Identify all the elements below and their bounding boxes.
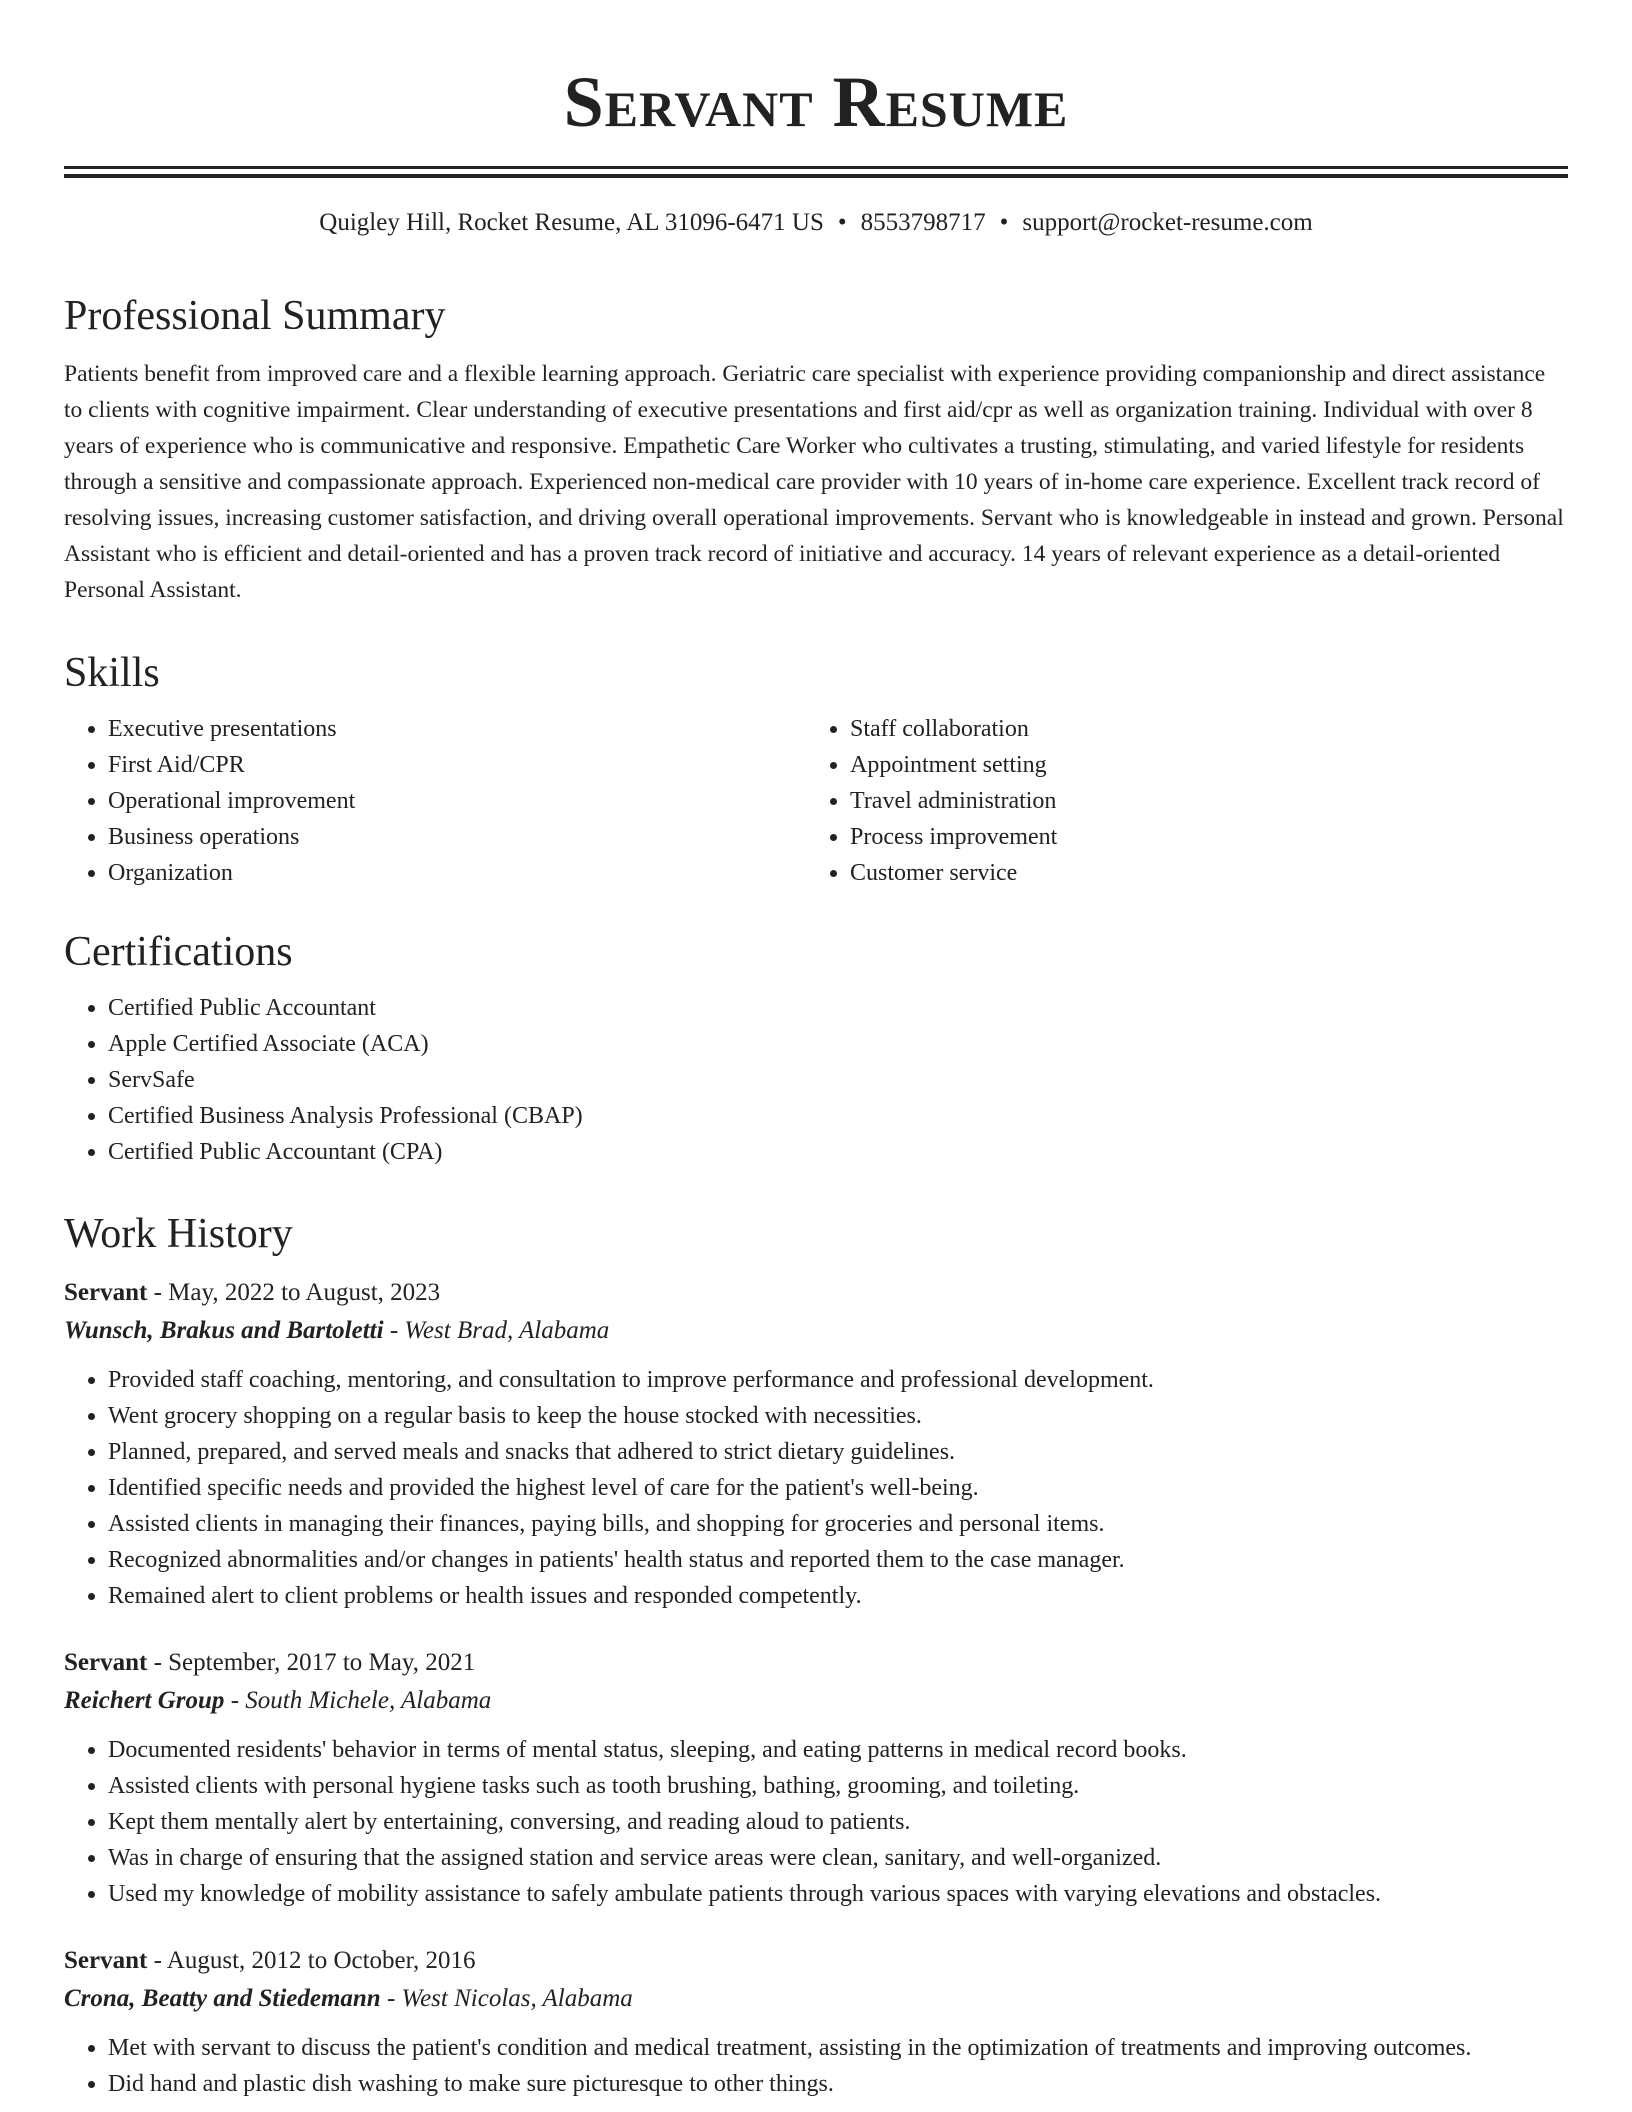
job-title-line [64, 1644, 1568, 1682]
contact-email: support@rocket-resume.com [1022, 209, 1313, 236]
job-entry [64, 1274, 1568, 1614]
skill-item: • Appointment setting [850, 747, 1548, 783]
company-name: Reichert Group [64, 1687, 225, 1714]
job-bullet: • Recognized abnormalities and/or changes in patients' health status and reported them to the case manager. [108, 1542, 1568, 1578]
summary-heading: Professional Summary [64, 293, 446, 339]
work-history-heading: Work History [64, 1211, 293, 1257]
job-title-line [64, 1942, 1568, 1980]
job-bullet: • Assisted clients in managing their finances, paying bills, and shopping for groceries and personal items. [108, 1506, 1568, 1542]
job-bullet: • Went grocery shopping on a regular basis to keep the house stocked with necessities. [108, 1398, 1568, 1434]
job-dash: - [147, 1649, 169, 1676]
company-location: West Nicolas, Alabama [401, 1985, 633, 2012]
company-dash: - [224, 1687, 246, 1714]
job-bullet: • Was in charge of ensuring that the assigned station and service areas were clean, sanitary, and well-organized. [108, 1840, 1568, 1876]
certification-item: • Certified Public Accountant (CPA) [108, 1134, 1568, 1170]
job-bullet: • Documented residents' behavior in terms of mental status, sleeping, and eating patterns in medical record books. [108, 1732, 1568, 1768]
skill-item: • Organization [108, 855, 806, 891]
skill-item: • Travel administration [850, 783, 1548, 819]
job-dates: May, 2022 to August, 2023 [168, 1279, 441, 1306]
job-bullet: • Kept them mentally alert by entertaining, conversing, and reading aloud to patients. [108, 1804, 1568, 1840]
summary-section [64, 290, 1568, 608]
company-line [64, 1980, 1568, 2018]
job-dash: - [147, 1279, 169, 1306]
certification-item: • Certified Public Accountant [108, 990, 1568, 1026]
skill-item: • Business operations [108, 819, 806, 855]
page-title: Servant Resume [563, 62, 1069, 142]
job-title: Servant [64, 1947, 148, 1974]
company-dash: - [383, 1317, 405, 1344]
company-line [64, 1682, 1568, 1720]
contact-line [64, 206, 1568, 240]
job-dash: - [147, 1947, 167, 1974]
company-dash: - [380, 1985, 402, 2012]
job-bullets [64, 2030, 1568, 2102]
work-history-section [64, 1208, 1568, 2102]
job-title: Servant [64, 1279, 148, 1306]
job-entry [64, 1644, 1568, 1912]
job-bullet: • Did hand and plastic dish washing to make sure picturesque to other things. [108, 2066, 1568, 2102]
company-name: Crona, Beatty and Stiedemann [64, 1985, 381, 2012]
company-location: South Michele, Alabama [245, 1687, 492, 1714]
certifications-section [64, 926, 1568, 1170]
skill-item: • Customer service [850, 855, 1548, 891]
certification-item: • Certified Business Analysis Professional (CBAP) [108, 1098, 1568, 1134]
skills-list-right [806, 711, 1548, 891]
job-bullet: • Identified specific needs and provided the highest level of care for the patient's well-being. [108, 1470, 1568, 1506]
job-title: Servant [64, 1649, 148, 1676]
job-bullet: • Used my knowledge of mobility assistance to safely ambulate patients through various spaces with varying elevations and obstacles. [108, 1876, 1568, 1912]
contact-separator: • [999, 209, 1009, 236]
job-bullet: • Provided staff coaching, mentoring, and consultation to improve performance and professional development. [108, 1362, 1568, 1398]
job-bullets [64, 1732, 1568, 1912]
skills-section [64, 647, 1568, 891]
contact-phone: 8553798717 [860, 209, 986, 236]
company-line [64, 1312, 1568, 1350]
contact-address: Quigley Hill, Rocket Resume, AL 31096-6471 US [319, 209, 824, 236]
job-bullet: • Planned, prepared, and served meals and snacks that adhered to strict dietary guidelines. [108, 1434, 1568, 1470]
job-bullet: • Met with servant to discuss the patient's condition and medical treatment, assisting in the optimization of treatments and improving outcomes. [108, 2030, 1568, 2066]
skills-list-left [64, 711, 806, 891]
skill-item: • Staff collaboration [850, 711, 1548, 747]
contact-separator: • [837, 209, 847, 236]
company-name: Wunsch, Brakus and Bartoletti [64, 1317, 384, 1344]
title-divider [64, 166, 1568, 178]
company-location: West Brad, Alabama [404, 1317, 610, 1344]
job-bullet: • Assisted clients with personal hygiene tasks such as tooth brushing, bathing, grooming, and toileting. [108, 1768, 1568, 1804]
resume-page [64, 0, 1568, 2097]
job-bullet: • Remained alert to client problems or health issues and responded competently. [108, 1578, 1568, 1614]
skills-heading: Skills [64, 650, 160, 696]
summary-text: Patients benefit from improved care and a flexible learning approach. Geriatric care specialist with experience providing companionship and direct assistance to clients with cognitive impairment. Clear understanding of executive presentations and first aid/cpr as well as organization training. Individual with over 8 years of experience who is communicative and responsive. Empathetic Care Worker who cultivates a trusting, stimulating, and varied lifestyle for residents through a sensitive and compassionate approach. Experienced non-medical care provider with 10 years of in-home care experience. Excellent track record of resolving issues, increasing customer satisfaction, and driving overall operational improvements. Servant who is knowledgeable in instead and grown. Personal Assistant who is efficient and detail-oriented and has a proven track record of initiative and accuracy. 14 years of relevant experience as a detail-oriented Personal Assistant. [64, 361, 1564, 603]
skills-grid [64, 711, 1568, 891]
job-bullets [64, 1362, 1568, 1614]
job-title-line [64, 1274, 1568, 1312]
job-entry [64, 1942, 1568, 2102]
skill-item: • Operational improvement [108, 783, 806, 819]
job-dates: September, 2017 to May, 2021 [168, 1649, 476, 1676]
job-dates: August, 2012 to October, 2016 [166, 1947, 476, 1974]
certifications-heading: Certifications [64, 929, 293, 975]
skill-item: • First Aid/CPR [108, 747, 806, 783]
skill-item: • Process improvement [850, 819, 1548, 855]
certification-item: • Apple Certified Associate (ACA) [108, 1026, 1568, 1062]
certifications-list [64, 990, 1568, 1170]
certification-item: • ServSafe [108, 1062, 1568, 1098]
skill-item: • Executive presentations [108, 711, 806, 747]
